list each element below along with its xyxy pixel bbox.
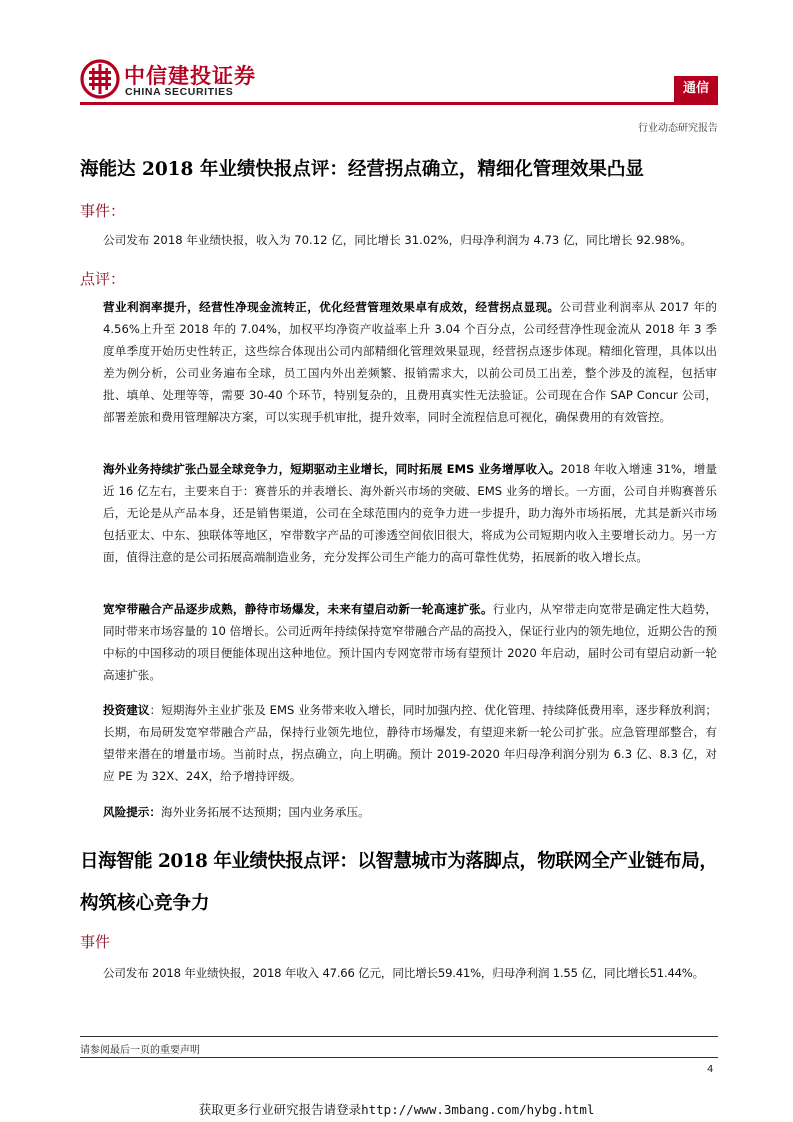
paragraph-lead: 宽窄带融合产品逐步成熟，静待市场爆发，未来有望启动新一轮高速扩张。 [103, 602, 493, 616]
section1-title: 海能达 2018 年业绩快报点评：经营拐点确立，精细化管理效果凸显 [80, 159, 644, 180]
section2-event-text: 公司发布 2018 年业绩快报，2018 年收入 47.66 亿元，同比增长59.41%，归母净利润 1.55 亿，同比增长51.44%。 [103, 966, 705, 980]
paragraph-investment-advice [103, 699, 717, 787]
paragraph-body: ：短期海外主业扩张及 EMS 业务带来收入增长，同时加强内控、优化管理、持续降低费用率，逐步释放利润；长期，布局研发宽窄带融合产品，保持行业领先地位，静待市场爆发，有望迎来新一轮公司扩张。应急管理部整合，有望带来潜在的增量市场。当前时点，拐点确立，向上明确。预计 2019-2020 年归母净利润分别为 6.3 亿、8.3 亿，对应 PE 为 32X、24X，给予增持评级。 [103, 703, 717, 783]
header-divider [80, 102, 718, 105]
section1-event-label: 事件： [80, 202, 126, 220]
section2-title-line1: 日海智能 2018 年业绩快报点评：以智慧城市为落脚点，物联网全产业链布局， [80, 851, 718, 872]
brand-name-en: CHINA SECURITIES [125, 86, 234, 98]
paragraph-lead: 海外业务持续扩张凸显全球竞争力，短期驱动主业增长，同时拓展 EMS 业务增厚收入。 [103, 462, 561, 476]
paragraph-lead: 风险提示： [103, 805, 161, 819]
footer-divider-lower [80, 1057, 718, 1058]
brand-name-cn: 中信建投证券 [124, 64, 256, 88]
paragraph-lead: 营业利润率提升，经营性净现金流转正，优化经营管理效果卓有成效，经营拐点显现。 [103, 300, 560, 314]
paragraph-operating-margin [103, 296, 717, 428]
section1-comment-label: 点评： [80, 270, 126, 288]
footer-divider [80, 1036, 718, 1037]
paragraph-risk-warning [103, 801, 717, 823]
china-securities-logo-icon [80, 58, 120, 100]
download-watermark-link[interactable]: 获取更多行业研究报告请登录http://www.3mbang.com/hybg.html [198, 1102, 595, 1117]
section2-event-label: 事件 [80, 933, 111, 951]
paragraph-lead: 投资建议 [103, 703, 150, 717]
paragraph-body: 2018 年收入增速 31%，增量近 16 亿左右，主要来自于：赛普乐的并表增长、海外新兴市场的突破、EMS 业务的增长。一方面，公司自并购赛普乐后，无论是从产品本身，还是销售渠道，公司在全球范围内的竞争力进一步提升，助力海外市场拓展，尤其是新兴市场包括亚太、中东、独联体等地区，窄带数字产品的可渗透空间依旧很大，将成为公司短期内收入主要增长动力。另一方面，值得注意的是公司拓展高端制造业务，充分发挥公司生产能力的高可靠性优势，拓展新的收入增长点。 [103, 462, 717, 564]
paragraph-broadband-fusion [103, 598, 717, 686]
disclaimer-note: 请参阅最后一页的重要声明 [80, 1045, 200, 1056]
paragraph-body: 公司营业利润率从 2017 年的 4.56%上升至 2018 年的 7.04%，加权平均净资产收益率上升 3.04 个百分点，公司经营净性现金流从 2018 年 3 季度单季度开始历史性转正，这些综合体现出公司内部精细化管理效果显现，经营拐点逐步体现。精细化管理，具体以出差为例分析，公司业务遍布全球，员工国内外出差频繁、报销需求大，以前公司员工出差，整个涉及的流程，包括审批、填单、处理等等，需要 30-40 个环节，特别复杂的，且费用真实性无法验证。公司现在合作 SAP Concur 公司，部署差旅和费用管理解决方案，可以实现手机审批，提升效率，同时全流程信息可视化，确保费用的有效管控。 [103, 300, 717, 424]
sector-tab: 通信 [674, 76, 718, 102]
section2-title-line2: 构筑核心竞争力 [80, 893, 210, 914]
paragraph-body: 行业内，从窄带走向宽带是确定性大趋势，同时带来市场容量的 10 倍增长。公司近两年持续保持宽窄带融合产品的高投入，保证行业内的领先地位，近期公告的预中标的中国移动的项目便能体现出这种地位。预计国内专网宽带市场有望预计 2020 年启动，届时公司有望启动新一轮高速扩张。 [103, 602, 717, 682]
page-number: 4 [707, 1064, 714, 1075]
report-type-label: 行业动态研究报告 [638, 123, 718, 134]
paragraph-body: 海外业务拓展不达预期；国内业务承压。 [160, 805, 370, 819]
paragraph-overseas-expansion [103, 458, 717, 568]
section1-event-text: 公司发布 2018 年业绩快报，收入为 70.12 亿，同比增长 31.02%，归母净利润为 4.73 亿，同比增长 92.98%。 [103, 233, 693, 247]
